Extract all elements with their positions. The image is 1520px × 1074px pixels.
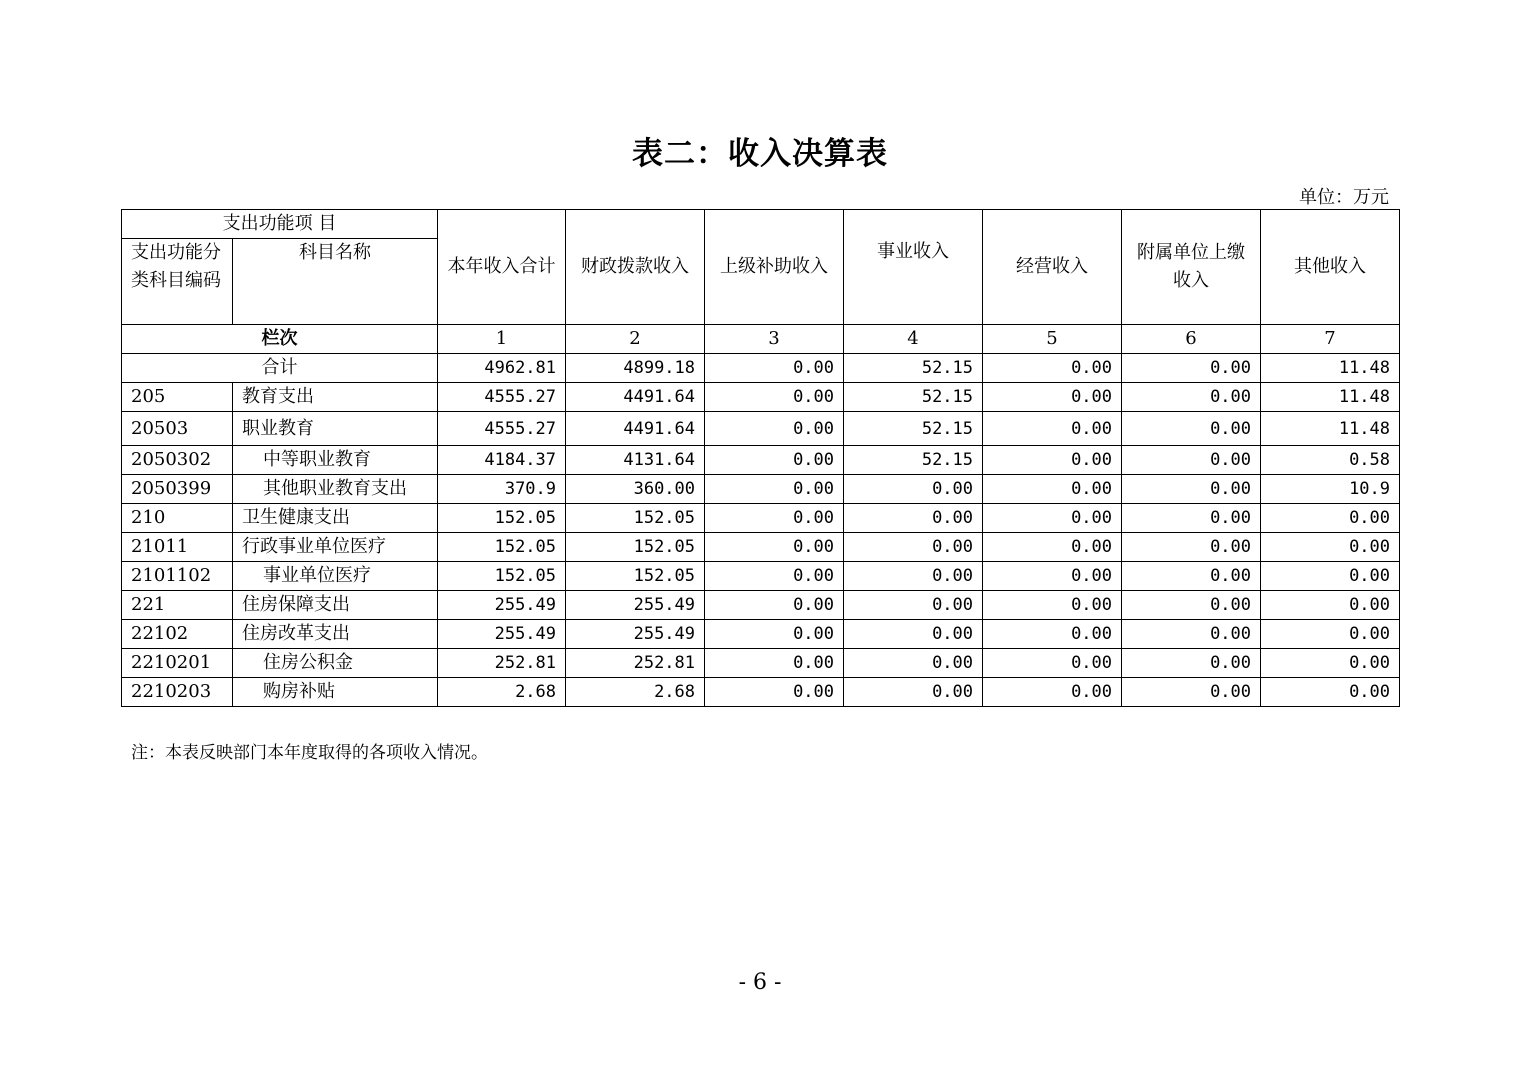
- row-name: 中等职业教育: [233, 446, 438, 475]
- row-code: 2050399: [122, 475, 233, 504]
- row-value: 252.81: [566, 649, 705, 678]
- table-row: [122, 591, 1400, 620]
- row-value: 0.00: [705, 446, 844, 475]
- row-value: 0.00: [844, 649, 983, 678]
- header-col-3: 上级补助收入: [705, 210, 844, 325]
- row-value: 0.00: [1122, 383, 1261, 412]
- page-title: 表二：收入决算表: [632, 136, 888, 172]
- row-value: 0.00: [705, 533, 844, 562]
- row-value: 0.00: [705, 678, 844, 707]
- row-value: 360.00: [566, 475, 705, 504]
- row-value: 152.05: [438, 562, 566, 591]
- header-col-5: 经营收入: [983, 210, 1122, 325]
- row-value: 152.05: [566, 533, 705, 562]
- total-value: 0.00: [1122, 354, 1261, 383]
- row-value: 152.05: [566, 504, 705, 533]
- row-name: 购房补贴: [233, 678, 438, 707]
- row-name: 住房改革支出: [233, 620, 438, 649]
- row-value: 0.00: [844, 533, 983, 562]
- row-value: 255.49: [566, 591, 705, 620]
- table-row: [122, 412, 1400, 446]
- row-value: 0.00: [1261, 562, 1400, 591]
- table-note: 注：本表反映部门本年度取得的各项收入情况。: [131, 743, 488, 763]
- row-value: 255.49: [438, 620, 566, 649]
- row-name: 职业教育: [233, 412, 438, 446]
- col-num-1: 1: [438, 325, 566, 354]
- row-value: 4131.64: [566, 446, 705, 475]
- row-name: 其他职业教育支出: [233, 475, 438, 504]
- row-value: 152.05: [438, 504, 566, 533]
- header-col-6: 附属单位上缴收入: [1122, 210, 1261, 325]
- row-value: 0.00: [844, 678, 983, 707]
- row-value: 0.00: [705, 412, 844, 446]
- unit-label: 单位：万元: [1299, 187, 1389, 208]
- header-col-4: 事业收入: [844, 210, 983, 325]
- row-code: 2210201: [122, 649, 233, 678]
- table-row: [122, 446, 1400, 475]
- row-value: 11.48: [1261, 412, 1400, 446]
- row-value: 0.00: [1261, 649, 1400, 678]
- row-value: 0.00: [1261, 620, 1400, 649]
- row-value: 4491.64: [566, 383, 705, 412]
- header-row-label: 栏次: [122, 325, 438, 354]
- row-code: 205: [122, 383, 233, 412]
- row-name: 卫生健康支出: [233, 504, 438, 533]
- row-value: 0.00: [705, 383, 844, 412]
- header-col-1: 本年收入合计: [438, 210, 566, 325]
- table-row: [122, 533, 1400, 562]
- row-value: 0.00: [1122, 533, 1261, 562]
- total-value: 4962.81: [438, 354, 566, 383]
- total-value: 11.48: [1261, 354, 1400, 383]
- row-value: 0.00: [844, 562, 983, 591]
- col-num-6: 6: [1122, 325, 1261, 354]
- row-value: 11.48: [1261, 383, 1400, 412]
- row-value: 4491.64: [566, 412, 705, 446]
- table-row: [122, 383, 1400, 412]
- row-value: 0.00: [844, 591, 983, 620]
- row-value: 0.00: [1122, 562, 1261, 591]
- row-value: 0.00: [983, 446, 1122, 475]
- row-value: 0.00: [705, 475, 844, 504]
- row-value: 0.00: [983, 533, 1122, 562]
- row-value: 0.00: [983, 412, 1122, 446]
- row-name: 住房公积金: [233, 649, 438, 678]
- row-name: 事业单位医疗: [233, 562, 438, 591]
- row-name: 行政事业单位医疗: [233, 533, 438, 562]
- row-value: 0.00: [1122, 446, 1261, 475]
- row-value: 0.00: [705, 591, 844, 620]
- row-code: 2210203: [122, 678, 233, 707]
- col-num-7: 7: [1261, 325, 1400, 354]
- row-value: 0.00: [844, 620, 983, 649]
- table-body: [122, 383, 1400, 707]
- row-value: 0.00: [983, 649, 1122, 678]
- table-row: [122, 504, 1400, 533]
- row-value: 0.00: [844, 475, 983, 504]
- table-row: [122, 649, 1400, 678]
- row-value: 0.00: [983, 620, 1122, 649]
- row-code: 20503: [122, 412, 233, 446]
- row-value: 0.00: [1261, 533, 1400, 562]
- row-name: 住房保障支出: [233, 591, 438, 620]
- row-value: 0.00: [983, 504, 1122, 533]
- row-value: 0.00: [705, 649, 844, 678]
- table-row: [122, 475, 1400, 504]
- row-value: 0.00: [1261, 504, 1400, 533]
- row-value: 4555.27: [438, 383, 566, 412]
- income-table: [121, 209, 1400, 707]
- total-value: 4899.18: [566, 354, 705, 383]
- row-value: 0.00: [983, 383, 1122, 412]
- row-code: 221: [122, 591, 233, 620]
- table-row: [122, 562, 1400, 591]
- row-value: 370.9: [438, 475, 566, 504]
- row-value: 255.49: [566, 620, 705, 649]
- header-col-2: 财政拨款收入: [566, 210, 705, 325]
- row-value: 10.9: [1261, 475, 1400, 504]
- table-row: [122, 678, 1400, 707]
- header-code: 支出功能分类科目编码: [122, 239, 233, 325]
- row-value: 0.00: [1261, 591, 1400, 620]
- row-value: 0.00: [1122, 649, 1261, 678]
- header-group: 支出功能项 目: [122, 210, 438, 239]
- row-value: 52.15: [844, 383, 983, 412]
- table-row: [122, 620, 1400, 649]
- row-value: 0.00: [1122, 475, 1261, 504]
- row-value: 2.68: [566, 678, 705, 707]
- col-num-3: 3: [705, 325, 844, 354]
- total-value: 0.00: [705, 354, 844, 383]
- total-value: 0.00: [983, 354, 1122, 383]
- row-code: 2101102: [122, 562, 233, 591]
- row-value: 0.00: [1122, 620, 1261, 649]
- row-code: 22102: [122, 620, 233, 649]
- row-value: 4555.27: [438, 412, 566, 446]
- row-value: 0.00: [1122, 678, 1261, 707]
- row-value: 0.00: [1122, 591, 1261, 620]
- row-value: 4184.37: [438, 446, 566, 475]
- row-value: 252.81: [438, 649, 566, 678]
- row-value: 0.00: [983, 562, 1122, 591]
- row-value: 0.00: [705, 620, 844, 649]
- row-value: 0.00: [1261, 678, 1400, 707]
- total-label: 合计: [122, 354, 438, 383]
- col-num-5: 5: [983, 325, 1122, 354]
- row-name: 教育支出: [233, 383, 438, 412]
- row-value: 0.00: [1122, 504, 1261, 533]
- row-code: 210: [122, 504, 233, 533]
- row-value: 255.49: [438, 591, 566, 620]
- row-value: 0.00: [983, 591, 1122, 620]
- row-value: 0.00: [983, 678, 1122, 707]
- col-num-4: 4: [844, 325, 983, 354]
- row-value: 152.05: [438, 533, 566, 562]
- total-value: 52.15: [844, 354, 983, 383]
- row-value: 52.15: [844, 446, 983, 475]
- header-col-7: 其他收入: [1261, 210, 1400, 325]
- row-value: 52.15: [844, 412, 983, 446]
- row-value: 0.00: [1122, 412, 1261, 446]
- row-code: 2050302: [122, 446, 233, 475]
- row-value: 0.00: [983, 475, 1122, 504]
- row-value: 152.05: [566, 562, 705, 591]
- header-name: 科目名称: [233, 239, 438, 325]
- row-value: 0.00: [844, 504, 983, 533]
- row-value: 0.00: [705, 504, 844, 533]
- row-value: 0.58: [1261, 446, 1400, 475]
- page-number: - 6 -: [738, 970, 782, 995]
- row-code: 21011: [122, 533, 233, 562]
- col-num-2: 2: [566, 325, 705, 354]
- total-row: [122, 354, 1400, 383]
- row-value: 2.68: [438, 678, 566, 707]
- row-value: 0.00: [705, 562, 844, 591]
